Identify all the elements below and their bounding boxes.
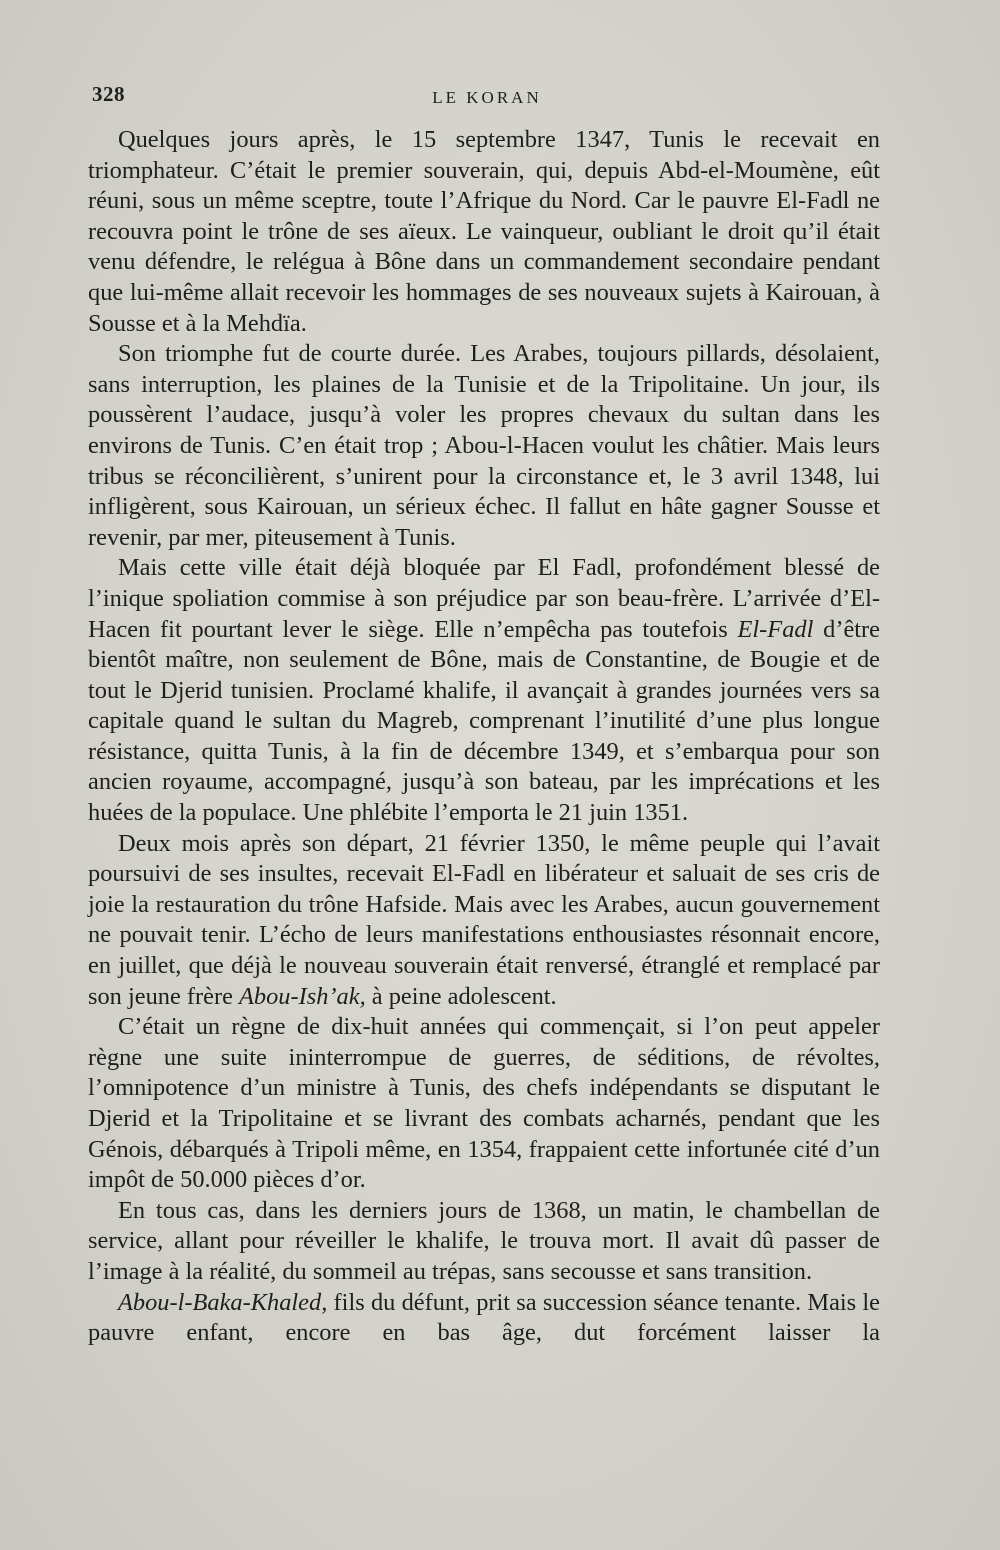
italic-name: Abou-Ish’ak, — [239, 982, 366, 1010]
paragraph — [88, 829, 880, 1013]
page-number: 328 — [92, 82, 125, 106]
paragraph — [88, 1288, 880, 1349]
running-title: LE KORAN — [432, 88, 542, 107]
paragraph — [88, 339, 880, 553]
italic-name: El-Fadl — [737, 615, 814, 643]
text-run: En tous cas, dans les derniers jours de 1368, un matin, le chambellan de service, allant pour réveiller le khalife, le trouva mort. Il avait dû passer de l’image à la réalité, du sommeil au trépas, sans secousse et sans transition. — [88, 1196, 880, 1285]
paragraph — [88, 125, 880, 339]
text-run: Deux mois après son départ, 21 février 1350, le même peuple qui l’avait poursuivi de ses insultes, recevait El-Fadl en libérateur et saluait de ses cris de joie la restauration du trône Hafside. Mais avec les Arabes, aucun gouvernement ne pouvait tenir. L’écho de leurs manifestations enthousiastes résonnait encore, en juillet, que déjà le nouveau souverain était renversé, étranglé et remplacé par son jeune frère — [88, 829, 880, 1010]
paragraph — [88, 1012, 880, 1196]
body-text — [88, 125, 880, 1349]
text-run: fils du défunt, prit sa succession séance tenante. Mais le pauvre enfant, encore en bas âge, dut forcément laisser la — [88, 1288, 880, 1347]
text-run: C’était un règne de dix-huit années qui commençait, si l’on peut appeler règne une suite ininterrompue de guerres, de séditions, de révoltes, l’omnipotence d’un ministre à Tunis, des chefs indépendants se disputant le Djerid et la Tripolitaine et se livrant des combats acharnés, pendant que les Génois, débarqués à Tripoli même, en 1354, frappaient cette infortunée cité d’un impôt de 50.000 pièces d’or. — [88, 1013, 880, 1194]
text-run: Quelques jours après, le 15 septembre 1347, Tunis le recevait en triomphateur. C’était le premier souverain, qui, depuis Abd-el-Moumène, eût réuni, sous un même sceptre, toute l’Afrique du Nord. Car le pauvre El-Fadl ne recouvra point le trône de ses aïeux. Le vainqueur, oubliant le droit qu’il était venu défendre, le relégua à Bône dans un commandement secondaire pendant que lui-même allait recevoir les hommages de ses nouveaux sujets à Kairouan, à Sousse et à la Mehdïa. — [88, 126, 880, 337]
text-run: d’être bientôt maître, non seulement de Bône, mais de Constantine, de Bougie et de tout le Djerid tunisien. Proclamé khalife, il avançait à grandes journées vers sa capitale quand le sultan du Magreb, comprenant l’inutilité d’une plus longue résistance, quitta Tunis, à la fin de décembre 1349, et s’embarqua pour son ancien royaume, accompagné, jusqu’à son bateau, par les imprécations et les huées de la populace. Une phlébite l’emporta le 21 juin 1351. — [88, 615, 880, 827]
text-run: à peine adolescent. — [365, 982, 557, 1010]
text-run: Mais cette ville était déjà bloquée par El Fadl, profondément blessé de l’inique spoliation commise à son préjudice par son beau-frère. L’arrivée d’El-Hacen fit pourtant lever le siège. Elle n’empêcha pas toutefois — [88, 554, 880, 643]
page-header — [92, 82, 882, 114]
paragraph — [88, 553, 880, 828]
italic-name: Abou-l-Baka-Khaled, — [118, 1288, 328, 1316]
paragraph — [88, 1196, 880, 1288]
text-run: Son triomphe fut de courte durée. Les Arabes, toujours pillards, désolaient, sans interruption, les plaines de la Tunisie et de la Tripolitaine. Un jour, ils poussèrent l’audace, jusqu’à voler les propres chevaux du sultan dans les environs de Tunis. C’en était trop ; Abou-l-Hacen voulut les châtier. Mais leurs tribus se réconcilièrent, s’unirent pour la circonstance et, le 3 avril 1348, lui infligèrent, sous Kairouan, un sérieux échec. Il fallut en hâte gagner Sousse et revenir, par mer, piteusement à Tunis. — [88, 340, 880, 551]
